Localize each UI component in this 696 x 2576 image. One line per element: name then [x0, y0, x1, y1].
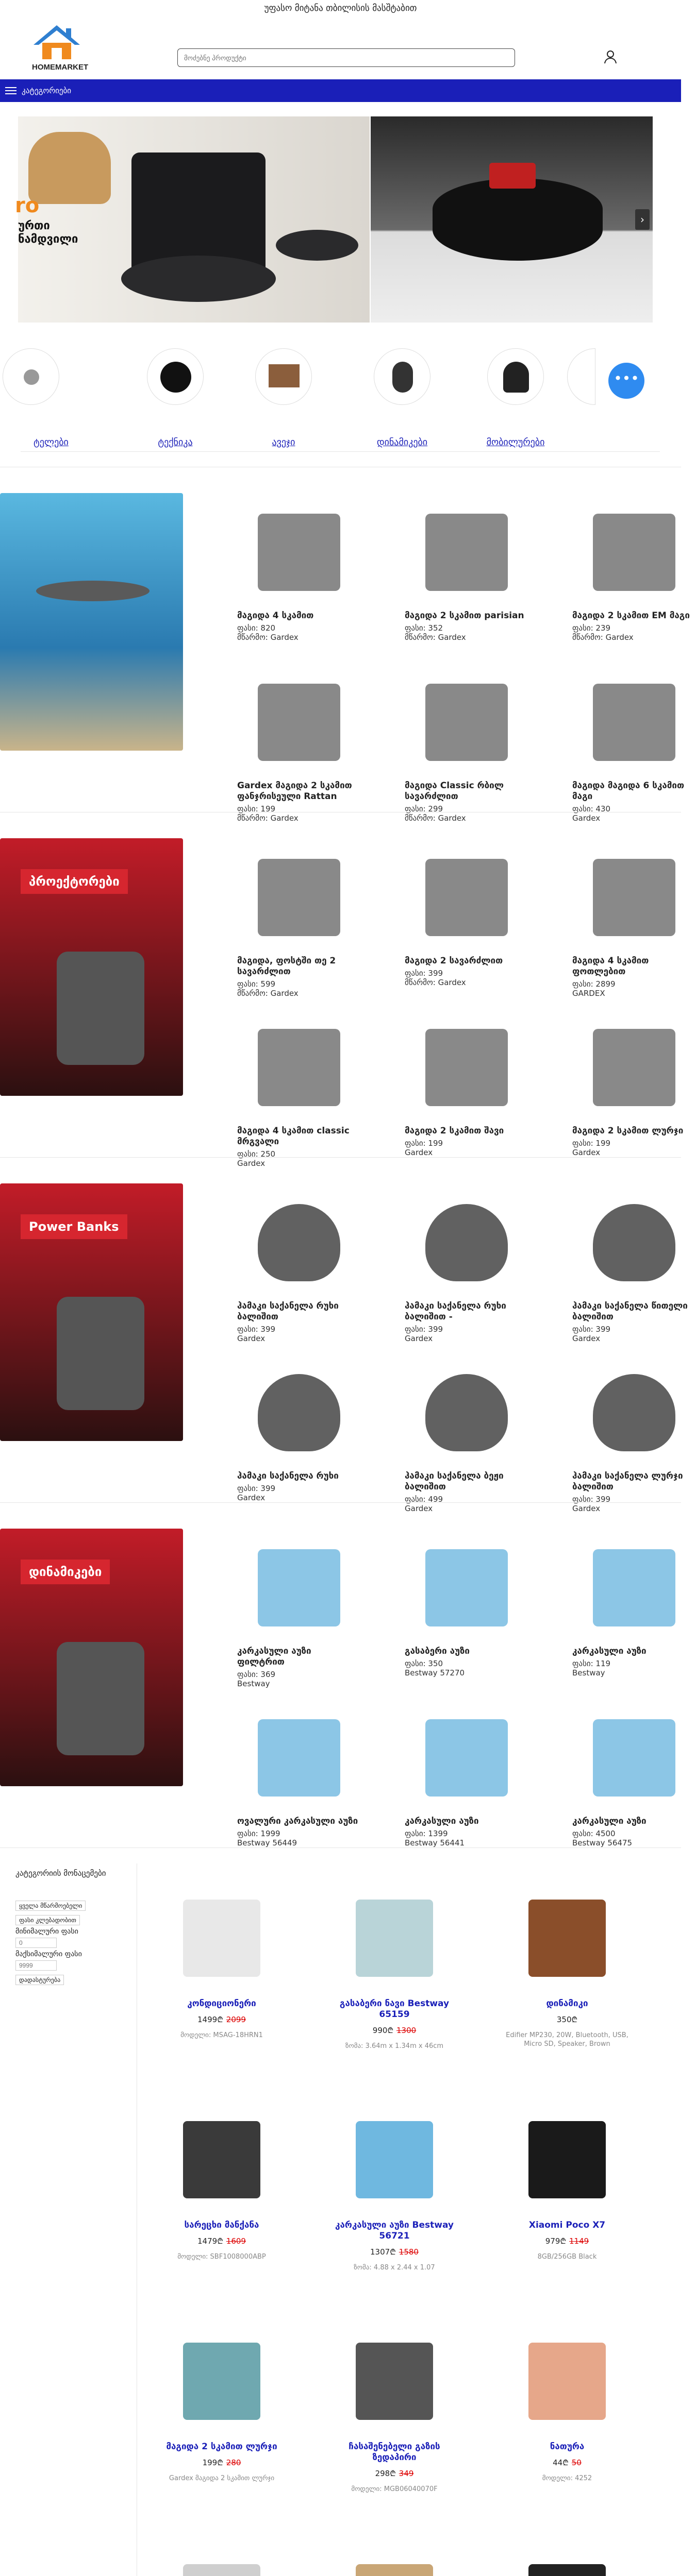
current-price: 350 [556, 2015, 572, 2024]
product-image[interactable] [237, 838, 361, 952]
old-price: 1300 [396, 2026, 417, 2035]
shop-product-description: მოდელი: MSAG-18HRN1 [180, 2031, 263, 2039]
shop-section [0, 1848, 681, 2576]
shop-product-card[interactable] [160, 1879, 284, 2040]
promo-banner-title: პროექტორები [21, 869, 128, 894]
hero-slider [0, 116, 681, 323]
shop-product-image[interactable] [505, 2100, 629, 2214]
product-image[interactable] [405, 1183, 528, 1297]
shop-product-card[interactable] [505, 2322, 629, 2483]
product-name[interactable]: მაგიდა 2 სკამით parisian [405, 611, 524, 621]
product-price: ფასი: 299 [405, 804, 443, 814]
product-card[interactable] [572, 663, 696, 823]
product-brand: მწარმო: Gardex [405, 633, 466, 642]
currency-symbol: ₾ [562, 2458, 569, 2467]
hero-title-text: ურთი ნამდვილი [18, 219, 78, 246]
shop-product-name[interactable]: გასაბერი ნავი Bestway 65159 [339, 1998, 450, 2020]
shop-product-image[interactable] [160, 2544, 284, 2576]
product-name[interactable]: გასაბერი აუზი [405, 1646, 470, 1656]
product-card[interactable] [237, 1699, 361, 1848]
currency-symbol: ₾ [217, 2015, 223, 2024]
product-price: ფასი: 399 [572, 1325, 611, 1334]
category-label: ავეჯი [272, 437, 295, 448]
shop-product-name[interactable]: დინამიკი [546, 1998, 588, 2009]
product-price: ფასი: 199 [237, 804, 276, 814]
category-bar-label: კატეგორიები [22, 86, 72, 95]
current-price: 1499 [197, 2015, 218, 2024]
product-card[interactable] [572, 838, 696, 998]
promo-banner[interactable] [0, 1529, 183, 1786]
shop-product-description: მოდელი: 4252 [542, 2475, 592, 2482]
product-brand: Gardex [405, 1148, 433, 1157]
product-name[interactable]: მაგიდა 2 სავარძლით [405, 956, 503, 966]
shop-product-price [505, 2458, 629, 2468]
product-name[interactable]: მაგიდა 2 სკამით შავი [405, 1126, 504, 1136]
product-card[interactable] [405, 1529, 528, 1677]
shop-product-price [505, 2014, 629, 2025]
shop-product-image[interactable] [160, 2100, 284, 2214]
category-label: ტექნიკა [158, 437, 193, 448]
product-brand: Gardex [237, 1334, 266, 1343]
logo[interactable] [26, 22, 108, 78]
product-name[interactable]: კარკასული აუზი ფილტრით [237, 1646, 311, 1667]
category-item[interactable] [567, 348, 598, 405]
product-name[interactable]: მაგიდა Classic რბილ სავარძლით [405, 781, 504, 802]
product-brand: Gardex [572, 1148, 601, 1157]
product-name[interactable]: Gardex მაგიდა 2 სკამით ფანჯრისეული Rattan [237, 781, 352, 802]
promo-banner[interactable] [0, 838, 183, 1096]
shop-product-price [160, 2458, 284, 2468]
shop-product-name[interactable]: Xiaomi Poco X7 [528, 2220, 606, 2230]
robot-vacuum-2-image [433, 178, 603, 261]
shop-product-name[interactable]: ნათურა [550, 2442, 585, 2452]
product-price: ფასი: 199 [572, 1139, 611, 1148]
product-image[interactable] [572, 1529, 696, 1642]
product-name[interactable]: ჰამაკი საქანელა რუხი ბალიშით [237, 1301, 339, 1322]
product-name[interactable]: კარკასული აუზი [405, 1816, 479, 1826]
min-price-label: მინიმალური ფასი [15, 1927, 78, 1936]
product-brand: GARDEX [572, 989, 605, 998]
shop-product-image[interactable] [505, 2322, 629, 2435]
product-brand: მწარმო: Gardex [237, 989, 299, 998]
shop-product-description: მოდელი: MGB06040070F [351, 2485, 438, 2493]
currency-symbol: ₾ [217, 2236, 223, 2246]
product-image[interactable] [237, 1008, 361, 1122]
product-name[interactable]: ჰამაკი საქანელა წითელი ბალიშით [572, 1301, 688, 1322]
apply-filter-button[interactable]: დადასტურება [15, 1975, 64, 1985]
product-image[interactable] [405, 663, 528, 776]
promo-area [0, 467, 690, 1848]
product-price: ფასი: 430 [572, 804, 611, 814]
product-card[interactable] [405, 838, 528, 987]
promo-section [0, 1502, 681, 1848]
category-item[interactable] [361, 348, 443, 448]
product-price: ფასი: 1399 [405, 1829, 448, 1838]
shop-product-image[interactable] [505, 1879, 629, 1992]
house-logo-icon [31, 24, 82, 60]
product-name[interactable]: ჰამაკი საქანელა ბეჟი ბალიშით [405, 1471, 504, 1492]
shop-product-card[interactable] [505, 2544, 629, 2576]
category-bar[interactable] [0, 79, 681, 102]
shop-product-price [160, 2236, 284, 2246]
product-price: ფასი: 239 [572, 623, 611, 633]
hero-prefix-text: ro [15, 194, 40, 217]
shop-product-name[interactable]: ჩასაშენებელი გაზის ზედაპირი [349, 2442, 440, 2463]
product-image[interactable] [405, 1699, 528, 1812]
shop-product-description: ზომა: 4.88 x 2.44 x 1.07 [354, 2264, 435, 2272]
logo-text: HOMEMARKET [32, 63, 89, 72]
shop-product-image[interactable] [505, 2544, 629, 2576]
product-brand: Bestway 56449 [237, 1838, 297, 1848]
product-image[interactable] [572, 1183, 696, 1297]
product-brand: Bestway 56475 [572, 1838, 633, 1848]
product-price: ფასი: 399 [405, 1325, 443, 1334]
product-price: ფასი: 399 [237, 1484, 276, 1493]
promo-banner[interactable] [0, 1183, 183, 1441]
shop-product-name[interactable]: კონდიციონერი [187, 1998, 256, 2009]
current-price: 199 [202, 2458, 218, 2467]
shop-product-description: Gardex მაგიდა 2 სკამით ლურჯი [169, 2475, 275, 2482]
shop-product-name[interactable]: მაგიდა 2 სკამით ლურჯი [166, 2442, 277, 2452]
robot-vacuum-image [121, 256, 276, 302]
chat-button[interactable]: ••• [608, 363, 644, 399]
old-price: 1609 [226, 2236, 246, 2246]
product-price: ფასი: 399 [572, 1495, 611, 1504]
currency-symbol: ₾ [390, 2469, 396, 2478]
old-price: 349 [399, 2469, 414, 2478]
next-slide-button[interactable]: › [635, 209, 650, 230]
promo-section [0, 812, 684, 1168]
shop-product-card[interactable] [333, 2322, 456, 2494]
shop-product-description: Edifier MP230, 20W, Bluetooth, USB, Micro SD, Speaker, Brown [506, 2031, 628, 2048]
announcement-text: უფასო მიტანა თბილისის მასშტაბით [264, 3, 417, 13]
category-label: მობილურები [486, 437, 545, 448]
product-brand: Gardex [572, 814, 601, 823]
old-price: 1149 [569, 2236, 589, 2246]
promo-banner-title: Power Banks [21, 1214, 127, 1239]
product-name[interactable]: კარკასული აუზი [572, 1816, 647, 1826]
shop-product-card[interactable] [505, 2100, 629, 2261]
category-item[interactable] [474, 348, 557, 448]
search-input[interactable] [177, 48, 515, 67]
shop-product-card[interactable] [160, 2322, 284, 2483]
product-name[interactable]: მაგიდა, ფოსტში თე 2 სავარძლით [237, 956, 336, 977]
product-brand: Gardex [405, 1504, 433, 1513]
product-image[interactable] [405, 1529, 528, 1642]
currency-symbol: ₾ [217, 2458, 223, 2467]
product-card[interactable] [237, 1529, 361, 1688]
category-item[interactable] [242, 348, 325, 448]
shop-area [0, 1848, 681, 2576]
product-image[interactable] [405, 1008, 528, 1122]
product-image[interactable] [405, 1353, 528, 1467]
product-card[interactable] [572, 1183, 696, 1343]
shop-product-image[interactable] [333, 1879, 456, 1992]
product-name[interactable]: ჰამაკი საქანელა ლურჯი ბალიშით [572, 1471, 683, 1492]
product-card[interactable] [572, 493, 696, 642]
max-price-label: მაქსიმალური ფასი [15, 1950, 82, 1958]
product-card[interactable] [237, 1183, 361, 1343]
product-brand: Bestway [572, 1668, 605, 1677]
currency-symbol: ₾ [387, 2026, 394, 2035]
product-card[interactable] [572, 1353, 696, 1513]
product-price: ფასი: 499 [405, 1495, 443, 1504]
product-card[interactable] [237, 1008, 361, 1168]
product-price: ფასი: 250 [237, 1149, 276, 1159]
shop-product-name[interactable]: კარკასული აუზი Bestway 56721 [335, 2220, 454, 2241]
device-image [57, 1297, 144, 1410]
shop-product-price [333, 2468, 456, 2479]
product-image[interactable] [572, 1699, 696, 1812]
product-brand: მწარმო: Gardex [405, 814, 466, 823]
product-image[interactable] [237, 493, 361, 606]
promo-banner[interactable] [0, 493, 183, 751]
announcement-bar [0, 0, 681, 18]
product-image[interactable] [572, 838, 696, 952]
product-brand: Bestway 56441 [405, 1838, 465, 1848]
shop-product-price [333, 2247, 456, 2257]
category-item[interactable] [134, 348, 217, 448]
product-brand: Bestway 57270 [405, 1668, 465, 1677]
old-price: 1580 [399, 2247, 419, 2257]
product-price: ფასი: 399 [237, 1325, 276, 1334]
old-price: 280 [226, 2458, 241, 2467]
product-price: ფასი: 1999 [237, 1829, 280, 1838]
product-name[interactable]: მაგიდა მაგიდა 6 სკამით მაგი [572, 781, 685, 802]
product-name[interactable]: მაგიდა 4 სკამით ფოთლებით [572, 956, 649, 977]
hero-slide-2[interactable] [371, 116, 653, 323]
shop-product-card[interactable] [333, 2544, 456, 2576]
product-card[interactable] [237, 838, 361, 998]
product-name[interactable]: მაგიდა 4 სკამით [237, 611, 314, 621]
max-price-input[interactable] [15, 1960, 57, 1971]
product-price: ფასი: 820 [237, 623, 276, 633]
product-name[interactable]: მაგიდა 2 სკამით ლურჯი [572, 1126, 684, 1136]
product-card[interactable] [572, 1529, 696, 1677]
promo-banner-title: დინამიკები [21, 1560, 110, 1584]
product-image[interactable] [237, 663, 361, 776]
menu-icon[interactable] [5, 87, 16, 94]
filter-sort-select[interactable]: ფასი კლებადობით [15, 1915, 80, 1925]
current-price: 1307 [370, 2247, 390, 2257]
current-price: 1479 [197, 2236, 218, 2246]
product-card[interactable] [572, 1699, 696, 1848]
product-brand: Gardex [237, 1493, 266, 1502]
product-card[interactable] [237, 1353, 361, 1502]
user-icon[interactable] [603, 49, 618, 64]
product-brand: მწარმო: Gardex [237, 633, 299, 642]
product-image[interactable] [237, 1353, 361, 1467]
product-price: ფასი: 599 [237, 979, 276, 989]
promo-section [0, 1157, 688, 1513]
shop-product-name[interactable]: სარეცხი მანქანა [184, 2220, 259, 2230]
product-brand: Gardex [237, 1159, 266, 1168]
product-brand: მწარმო: Gardex [572, 633, 634, 642]
category-item[interactable] [34, 348, 69, 448]
product-name[interactable]: კარკასული აუზი [572, 1646, 647, 1656]
product-price: ფასი: 119 [572, 1659, 611, 1668]
shop-product-price [505, 2236, 629, 2246]
shop-product-image[interactable] [333, 2322, 456, 2435]
product-card[interactable] [405, 1183, 528, 1343]
shop-product-card[interactable] [505, 1879, 629, 2048]
current-price: 298 [375, 2469, 390, 2478]
shop-product-description: 8GB/256GB Black [537, 2253, 597, 2261]
outdoor-table-image [36, 581, 150, 601]
product-card[interactable] [572, 1008, 696, 1157]
hero-slide-1[interactable] [15, 116, 370, 323]
product-brand: მწარმო: Gardex [237, 814, 299, 823]
shop-product-price [333, 2025, 456, 2036]
product-brand: Gardex [405, 1334, 433, 1343]
filter-panel [15, 1869, 144, 1987]
product-price: ფასი: 352 [405, 623, 443, 633]
product-card[interactable] [237, 663, 361, 823]
product-name[interactable]: ჰამაკი საქანელა რუხი ბალიშით - [405, 1301, 506, 1322]
shop-product-image[interactable] [333, 2100, 456, 2214]
product-card[interactable] [405, 493, 528, 642]
product-price: ფასი: 199 [405, 1139, 443, 1148]
promo-section [0, 467, 690, 823]
currency-symbol: ₾ [390, 2247, 396, 2257]
current-price: 44 [553, 2458, 563, 2467]
product-card[interactable] [405, 1353, 528, 1513]
product-brand: Gardex [572, 1504, 601, 1513]
product-price: ფასი: 350 [405, 1659, 443, 1668]
old-price: 2099 [226, 2015, 246, 2024]
dog-image [28, 132, 111, 204]
product-card[interactable] [405, 663, 528, 823]
product-image[interactable] [237, 1183, 361, 1297]
product-brand: Gardex [572, 1334, 601, 1343]
product-image[interactable] [405, 838, 528, 952]
old-price: 50 [571, 2458, 582, 2467]
product-price: ფასი: 4500 [572, 1829, 616, 1838]
current-price: 990 [372, 2026, 388, 2035]
product-name[interactable]: ოვალური კარკასული აუზი [237, 1816, 358, 1826]
product-brand: Bestway [237, 1679, 270, 1688]
product-name[interactable]: მაგიდა 4 სკამით classic მრგვალი [237, 1126, 350, 1147]
product-image[interactable] [572, 1008, 696, 1122]
shop-product-image[interactable] [160, 1879, 284, 1992]
category-label: დინამიკები [376, 437, 428, 448]
shop-product-price [160, 2014, 284, 2025]
product-price: ფასი: 369 [237, 1670, 276, 1679]
min-price-input[interactable] [15, 1938, 57, 1948]
shop-product-description: მოდელი: SBF1008000ABP [177, 2253, 266, 2261]
filter-brand-select[interactable]: ყველა მწარმოებელი [15, 1901, 86, 1911]
product-name[interactable]: ჰამაკი საქანელა რუხი [237, 1471, 339, 1481]
product-image[interactable] [572, 1353, 696, 1467]
shop-product-description: ზომა: 3.64m x 1.34m x 46cm [345, 2042, 444, 2050]
category-carousel [0, 348, 681, 467]
shop-product-card[interactable] [333, 2100, 456, 2272]
product-image[interactable] [237, 1699, 361, 1812]
shop-product-image[interactable] [160, 2322, 284, 2435]
product-card[interactable] [237, 493, 361, 642]
currency-symbol: ₾ [571, 2015, 578, 2024]
shop-product-image[interactable] [333, 2544, 456, 2576]
product-card[interactable] [405, 1699, 528, 1848]
product-brand: მწარმო: Gardex [405, 978, 466, 987]
shop-product-card[interactable] [160, 2100, 284, 2261]
product-price: ფასი: 399 [405, 969, 443, 978]
product-price: ფასი: 2899 [572, 979, 616, 989]
category-label: ტელები [34, 437, 69, 448]
current-price: 979 [545, 2236, 560, 2246]
product-name[interactable]: მაგიდა 2 სკამით EM მაგი [572, 611, 690, 621]
filter-title: კატეგორიის მონაცემები [15, 1869, 106, 1878]
header [0, 18, 681, 79]
device-image [57, 1642, 144, 1755]
currency-symbol: ₾ [560, 2236, 567, 2246]
product-card[interactable] [405, 1008, 528, 1157]
product-image[interactable] [405, 493, 528, 606]
product-image[interactable] [237, 1529, 361, 1642]
shop-product-card[interactable] [160, 2544, 284, 2576]
shop-product-card[interactable] [333, 1879, 456, 2050]
product-image[interactable] [572, 493, 696, 606]
device-image [57, 952, 144, 1065]
product-image[interactable] [572, 663, 696, 776]
